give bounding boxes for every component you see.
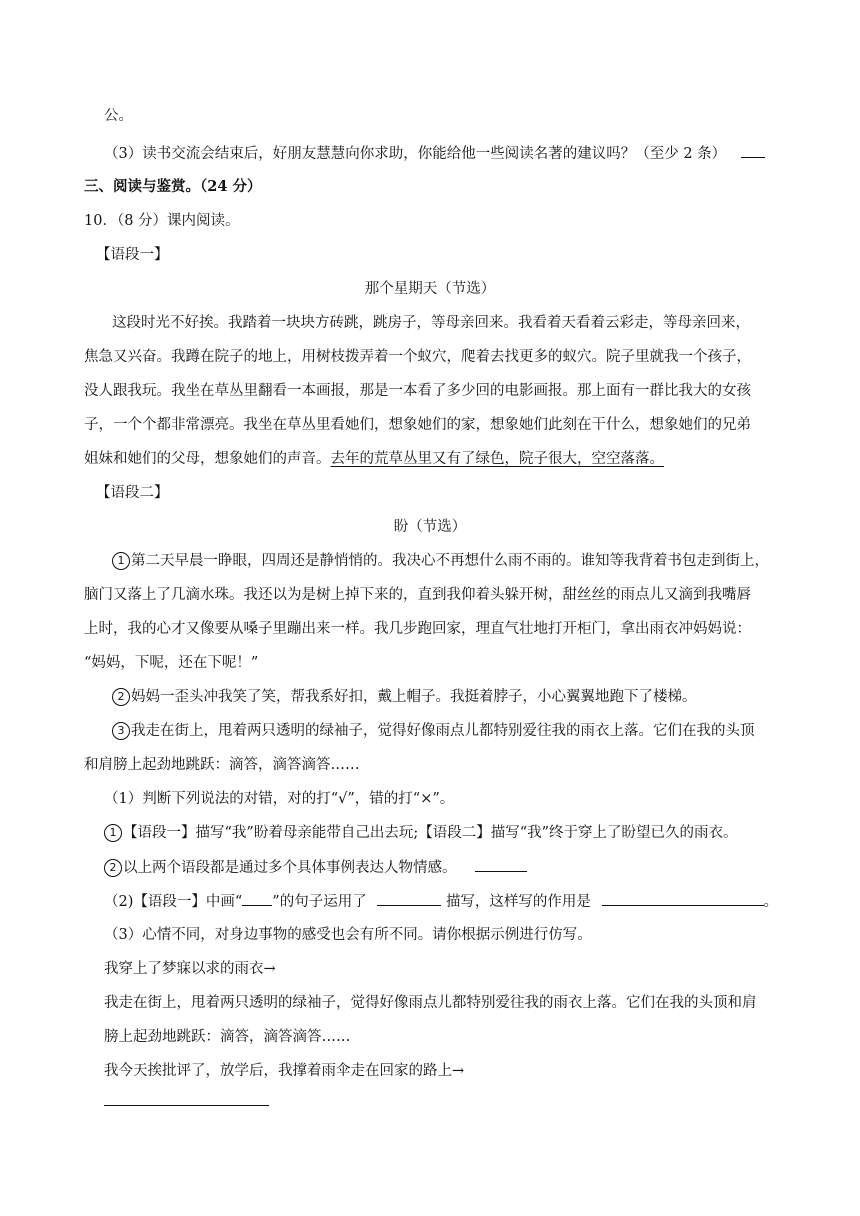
passage-1-line: [84, 449, 664, 469]
underline-symbol: [242, 891, 272, 906]
passage-2-label: 【语段二】: [96, 485, 169, 501]
answer-blank[interactable]: [377, 891, 441, 906]
judgement-text: 【语段一】描写“我”盼着母亲能带自己出去玩;【语段二】描写“我”终于穿上了盼望已久的雨衣。: [123, 825, 738, 841]
example-line: 我走在街上，甩着两只透明的绿袖子，觉得好像雨点儿都特别爱往我的雨衣上落。它们在我的头顶和肩: [104, 995, 757, 1011]
example-line: 我穿上了梦寐以求的雨衣→: [104, 961, 276, 977]
circled-number: 1: [104, 824, 122, 842]
passage-2-line: [112, 551, 769, 571]
question-10-title: 10．（8 分）课内阅读。: [84, 213, 240, 229]
passage-1-line: 子，一个个都非常漂亮。我坐在草丛里看她们，想象她们的家，想象她们此刻在干什么，想象她们的兄弟: [84, 417, 751, 433]
passage-text: 妈妈一歪头冲我笑了笑，帮我系好扣，戴上帽子。我挺着脖子，小心翼翼地跑下了楼梯。: [131, 689, 697, 705]
question-text: （2)【语段一】中画“: [104, 894, 243, 910]
question-text: 。: [763, 894, 779, 910]
answer-line[interactable]: [104, 1105, 269, 1106]
question-text: 描写，这样写的作用是: [445, 894, 591, 910]
question-10-2: [104, 891, 778, 912]
imitation-prompt: 我今天挨批评了，放学后，我撑着雨伞走在回家的路上→: [104, 1063, 465, 1079]
passage-text: 第二天早晨一睁眼，四周还是静悄悄的。我决心不再想什么雨不雨的。谁知等我背着书包走到街上，: [131, 553, 769, 569]
passage-2-line: 上时，我的心才又像要从嗓子里蹦出来一样。我几步跑回家，理直气壮地打开柜门，拿出雨衣冲妈妈说：: [84, 621, 751, 637]
section-heading: 三、阅读与鉴赏。（24 分）: [84, 178, 262, 195]
question-text: ”的句子运用了: [272, 894, 367, 910]
circled-number: 2: [112, 688, 130, 706]
passage-2-line: “妈妈，下呢，还在下呢！”: [84, 655, 259, 671]
passage-1-line: 焦急又兴奋。我蹲在院子的地上，用树枝拨弄着一个蚁穴，爬着去找更多的蚁穴。院子里就我一个孩子，: [84, 349, 751, 365]
passage-2-line: [112, 721, 755, 741]
passage-text: 姐妹和她们的父母，想象她们的声音。: [84, 451, 331, 467]
answer-blank[interactable]: [741, 143, 765, 158]
passage-1-line: 这段时光不好挨。我踏着一块块方砖跳，跳房子，等母亲回来。我看着天看着云彩走，等母亲回来，: [112, 315, 750, 331]
passage-2-line: 和肩膀上起劲地跳跃：滴答，滴答滴答……: [84, 757, 360, 773]
circled-number: 2: [104, 859, 122, 877]
text-line: 公。: [104, 108, 133, 124]
passage-2-line: [112, 687, 697, 707]
circled-number: 1: [112, 552, 130, 570]
example-line: 膀上起劲地跳跃：滴答，滴答滴答……: [104, 1029, 351, 1045]
question-text: （3）读书交流会结束后，好朋友慧慧向你求助，你能给他一些阅读名著的建议吗？（至少 2 条）: [104, 146, 727, 162]
judgement-text: 以上两个语段都是通过多个具体事例表达人物情感。: [123, 860, 457, 876]
judgement-item-1: [104, 823, 738, 843]
underlined-sentence: 去年的荒草丛里又有了绿色，院子很大，空空落落。: [330, 451, 664, 467]
question-10-1: （1）判断下列说法的对错，对的打“√”，错的打“×”。: [104, 791, 455, 807]
circled-number: 3: [112, 722, 130, 740]
passage-1-title: 那个星期天（节选）: [364, 281, 496, 297]
passage-2-title: 盼（节选）: [393, 519, 467, 535]
question-10-3: （3）心情不同，对身边事物的感受也会有所不同。请你根据示例进行仿写。: [104, 927, 592, 943]
judgement-item-2: [104, 857, 527, 878]
question-9-3: [104, 143, 765, 164]
answer-blank[interactable]: [602, 891, 764, 906]
passage-text: 我走在街上，甩着两只透明的绿袖子，觉得好像雨点儿都特别爱往我的雨衣上落。它们在我的头顶: [131, 723, 755, 739]
passage-2-line: 脑门又落上了几滴水珠。我还以为是树上掉下来的，直到我仰着头躲开树，甜丝丝的雨点儿又滴到我嘴唇: [84, 587, 751, 603]
passage-1-line: 没人跟我玩。我坐在草丛里翻看一本画报，那是一本看了多少回的电影画报。那上面有一群比我大的女孩: [84, 383, 751, 399]
passage-1-label: 【语段一】: [96, 247, 169, 263]
answer-blank[interactable]: [475, 857, 527, 872]
